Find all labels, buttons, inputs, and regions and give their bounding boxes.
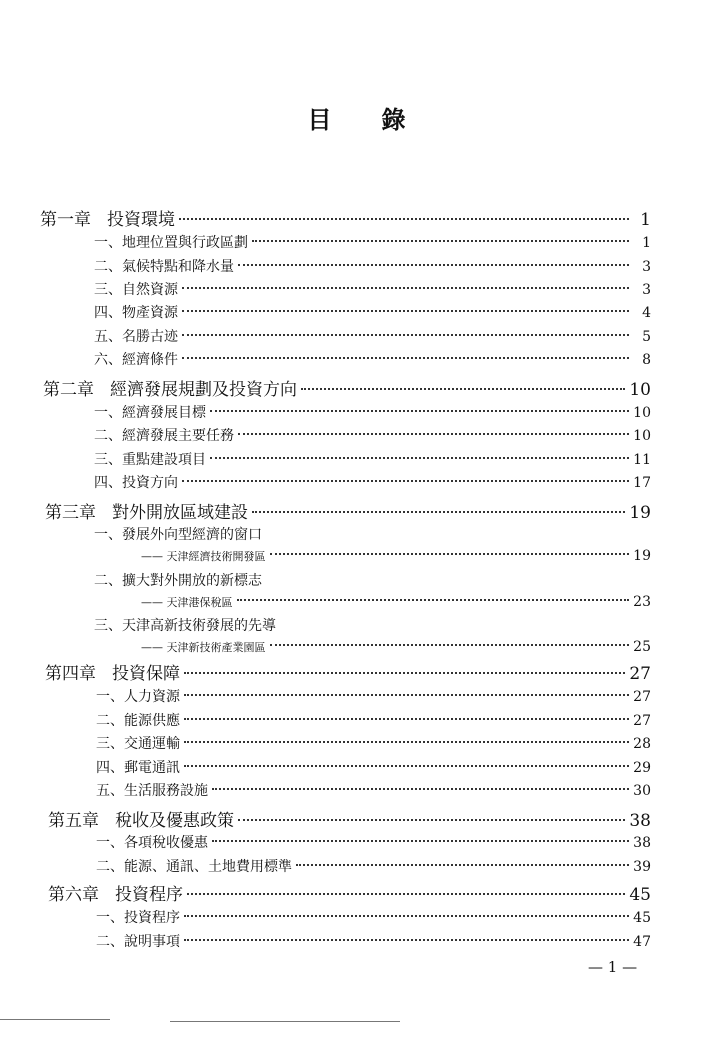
page-ref: 25: [633, 639, 651, 655]
toc-section[interactable]: [94, 349, 651, 369]
dot-leader: [182, 334, 629, 336]
toc-section[interactable]: [94, 402, 651, 422]
section-title: 三、自然資源: [94, 282, 178, 298]
chapter-number: 第五章: [48, 811, 99, 831]
title-char-2: 錄: [381, 105, 406, 134]
section-title: 一、投資程序: [96, 910, 180, 926]
toc-section[interactable]: [94, 326, 651, 346]
dot-leader: [182, 287, 629, 289]
section-title: 一、發展外向型經濟的窗口: [94, 527, 262, 543]
page-ref: 3: [642, 259, 651, 275]
dot-leader: [179, 218, 629, 220]
section-title: 三、天津高新技術發展的先導: [94, 618, 276, 634]
dot-leader: [184, 694, 629, 696]
section-title: 五、名勝古迹: [94, 329, 178, 345]
subsection-title: —— 天津經濟技術開發區: [141, 550, 266, 563]
page-ref: 10: [633, 405, 651, 421]
section-title: 六、經濟條件: [94, 352, 178, 368]
chapter-title: 對外開放區域建設: [112, 503, 248, 523]
page-ref: 27: [633, 689, 651, 705]
dot-leader: [252, 240, 629, 242]
section-title: 一、經濟發展目標: [94, 405, 206, 421]
dot-leader: [212, 840, 629, 842]
chapter-title: 經濟發展規劃及投資方向: [110, 380, 297, 400]
dot-leader: [184, 672, 625, 674]
page-ref: 27: [633, 713, 651, 729]
dot-leader: [182, 357, 629, 359]
toc-section[interactable]: [96, 907, 651, 927]
page-ref: 39: [633, 859, 651, 875]
toc-chapter-1[interactable]: [40, 205, 651, 230]
chapter-number: 第一章: [40, 210, 91, 230]
toc-section[interactable]: [94, 472, 651, 492]
dot-leader: [184, 915, 629, 917]
page-title: [0, 100, 713, 135]
toc-section[interactable]: [96, 856, 651, 876]
toc-section[interactable]: [96, 710, 651, 730]
toc-subsection[interactable]: [141, 639, 651, 655]
section-title: 四、投資方向: [94, 475, 178, 491]
page-ref: 29: [633, 760, 651, 776]
section-title: 二、能源供應: [96, 713, 180, 729]
chapter-number: 第二章: [43, 380, 94, 400]
chapter-title: 投資程序: [115, 885, 183, 905]
dot-leader: [184, 718, 629, 720]
toc-chapter-4[interactable]: [45, 659, 651, 684]
toc-chapter-3[interactable]: [45, 498, 651, 523]
dot-leader: [182, 480, 629, 482]
dot-leader: [238, 433, 629, 435]
page-ref: 11: [633, 452, 651, 468]
dot-leader: [301, 388, 625, 390]
toc-section[interactable]: [94, 425, 651, 445]
toc-section[interactable]: [94, 232, 651, 252]
section-title: 一、地理位置與行政區劃: [94, 235, 248, 251]
scan-artifact-line: [170, 1021, 400, 1022]
toc-chapter-6[interactable]: [48, 880, 651, 905]
dot-leader: [184, 741, 629, 743]
dot-leader: [212, 788, 629, 790]
toc-section[interactable]: [96, 832, 651, 852]
toc-section[interactable]: [94, 279, 651, 299]
page-ref: 19: [633, 548, 651, 564]
dot-leader: [184, 939, 629, 941]
section-title: 二、擴大對外開放的新標志: [94, 573, 262, 589]
dot-leader: [187, 893, 625, 895]
toc-section[interactable]: [96, 686, 651, 706]
section-title: 二、經濟發展主要任務: [94, 428, 234, 444]
toc-section[interactable]: [94, 524, 262, 544]
toc-subsection[interactable]: [141, 548, 651, 564]
section-title: 五、生活服務設施: [96, 783, 208, 799]
dot-leader: [238, 819, 625, 821]
dot-leader: [296, 864, 629, 866]
page-ref: 45: [629, 885, 651, 905]
scan-artifact-line: [0, 1019, 110, 1020]
page-ref: 19: [629, 503, 651, 523]
page-number: — 1 —: [588, 958, 638, 976]
toc-section[interactable]: [96, 757, 651, 777]
chapter-number: 第四章: [45, 664, 96, 684]
page-ref: 8: [642, 352, 651, 368]
dot-leader: [182, 310, 629, 312]
chapter-number: 第六章: [48, 885, 99, 905]
page-ref: 30: [633, 783, 651, 799]
toc-section[interactable]: [96, 931, 651, 951]
section-title: 三、交通運輸: [96, 736, 180, 752]
section-title: 二、能源、通訊、土地費用標準: [96, 859, 292, 875]
title-char-1: 目: [307, 105, 332, 134]
toc-section[interactable]: [94, 615, 276, 635]
page-ref: 23: [633, 594, 651, 610]
page-ref: 1: [640, 210, 651, 230]
toc-section[interactable]: [96, 780, 651, 800]
chapter-title: 投資保障: [112, 664, 180, 684]
page-ref: 10: [633, 428, 651, 444]
toc-section[interactable]: [94, 570, 262, 590]
dot-leader: [237, 599, 630, 601]
toc-section[interactable]: [94, 302, 651, 322]
subsection-title: —— 天津港保稅區: [141, 596, 233, 609]
page-ref: 27: [629, 664, 651, 684]
dot-leader: [210, 457, 629, 459]
chapter-number: 第三章: [45, 503, 96, 523]
page-ref: 10: [629, 380, 651, 400]
page-ref: 1: [642, 235, 651, 251]
chapter-title: 投資環境: [107, 210, 175, 230]
section-title: 三、重點建設項目: [94, 452, 206, 468]
section-title: 一、各項稅收優惠: [96, 835, 208, 851]
toc-chapter-5[interactable]: [48, 806, 651, 831]
dot-leader: [210, 410, 629, 412]
page-ref: 28: [633, 736, 651, 752]
section-title: 二、說明事項: [96, 934, 180, 950]
page-ref: 38: [633, 835, 651, 851]
page-ref: 47: [633, 934, 651, 950]
toc-section[interactable]: [96, 733, 651, 753]
toc-chapter-2[interactable]: [43, 375, 651, 400]
section-title: 四、物產資源: [94, 305, 178, 321]
section-title: 二、氣候特點和降水量: [94, 259, 234, 275]
subsection-title: —— 天津新技術產業園區: [141, 641, 266, 654]
section-title: 四、郵電通訊: [96, 760, 180, 776]
chapter-title: 稅收及優惠政策: [115, 811, 234, 831]
dot-leader: [270, 644, 630, 646]
dot-leader: [252, 511, 625, 513]
toc-section[interactable]: [94, 449, 651, 469]
page-ref: 3: [642, 282, 651, 298]
page-ref: 5: [642, 329, 651, 345]
page-ref: 38: [629, 811, 651, 831]
section-title: 一、人力資源: [96, 689, 180, 705]
dot-leader: [238, 264, 629, 266]
page-ref: 17: [633, 475, 651, 491]
dot-leader: [270, 553, 630, 555]
page-ref: 45: [633, 910, 651, 926]
dot-leader: [184, 765, 629, 767]
page-ref: 4: [642, 305, 651, 321]
toc-section[interactable]: [94, 256, 651, 276]
toc-subsection[interactable]: [141, 594, 651, 610]
